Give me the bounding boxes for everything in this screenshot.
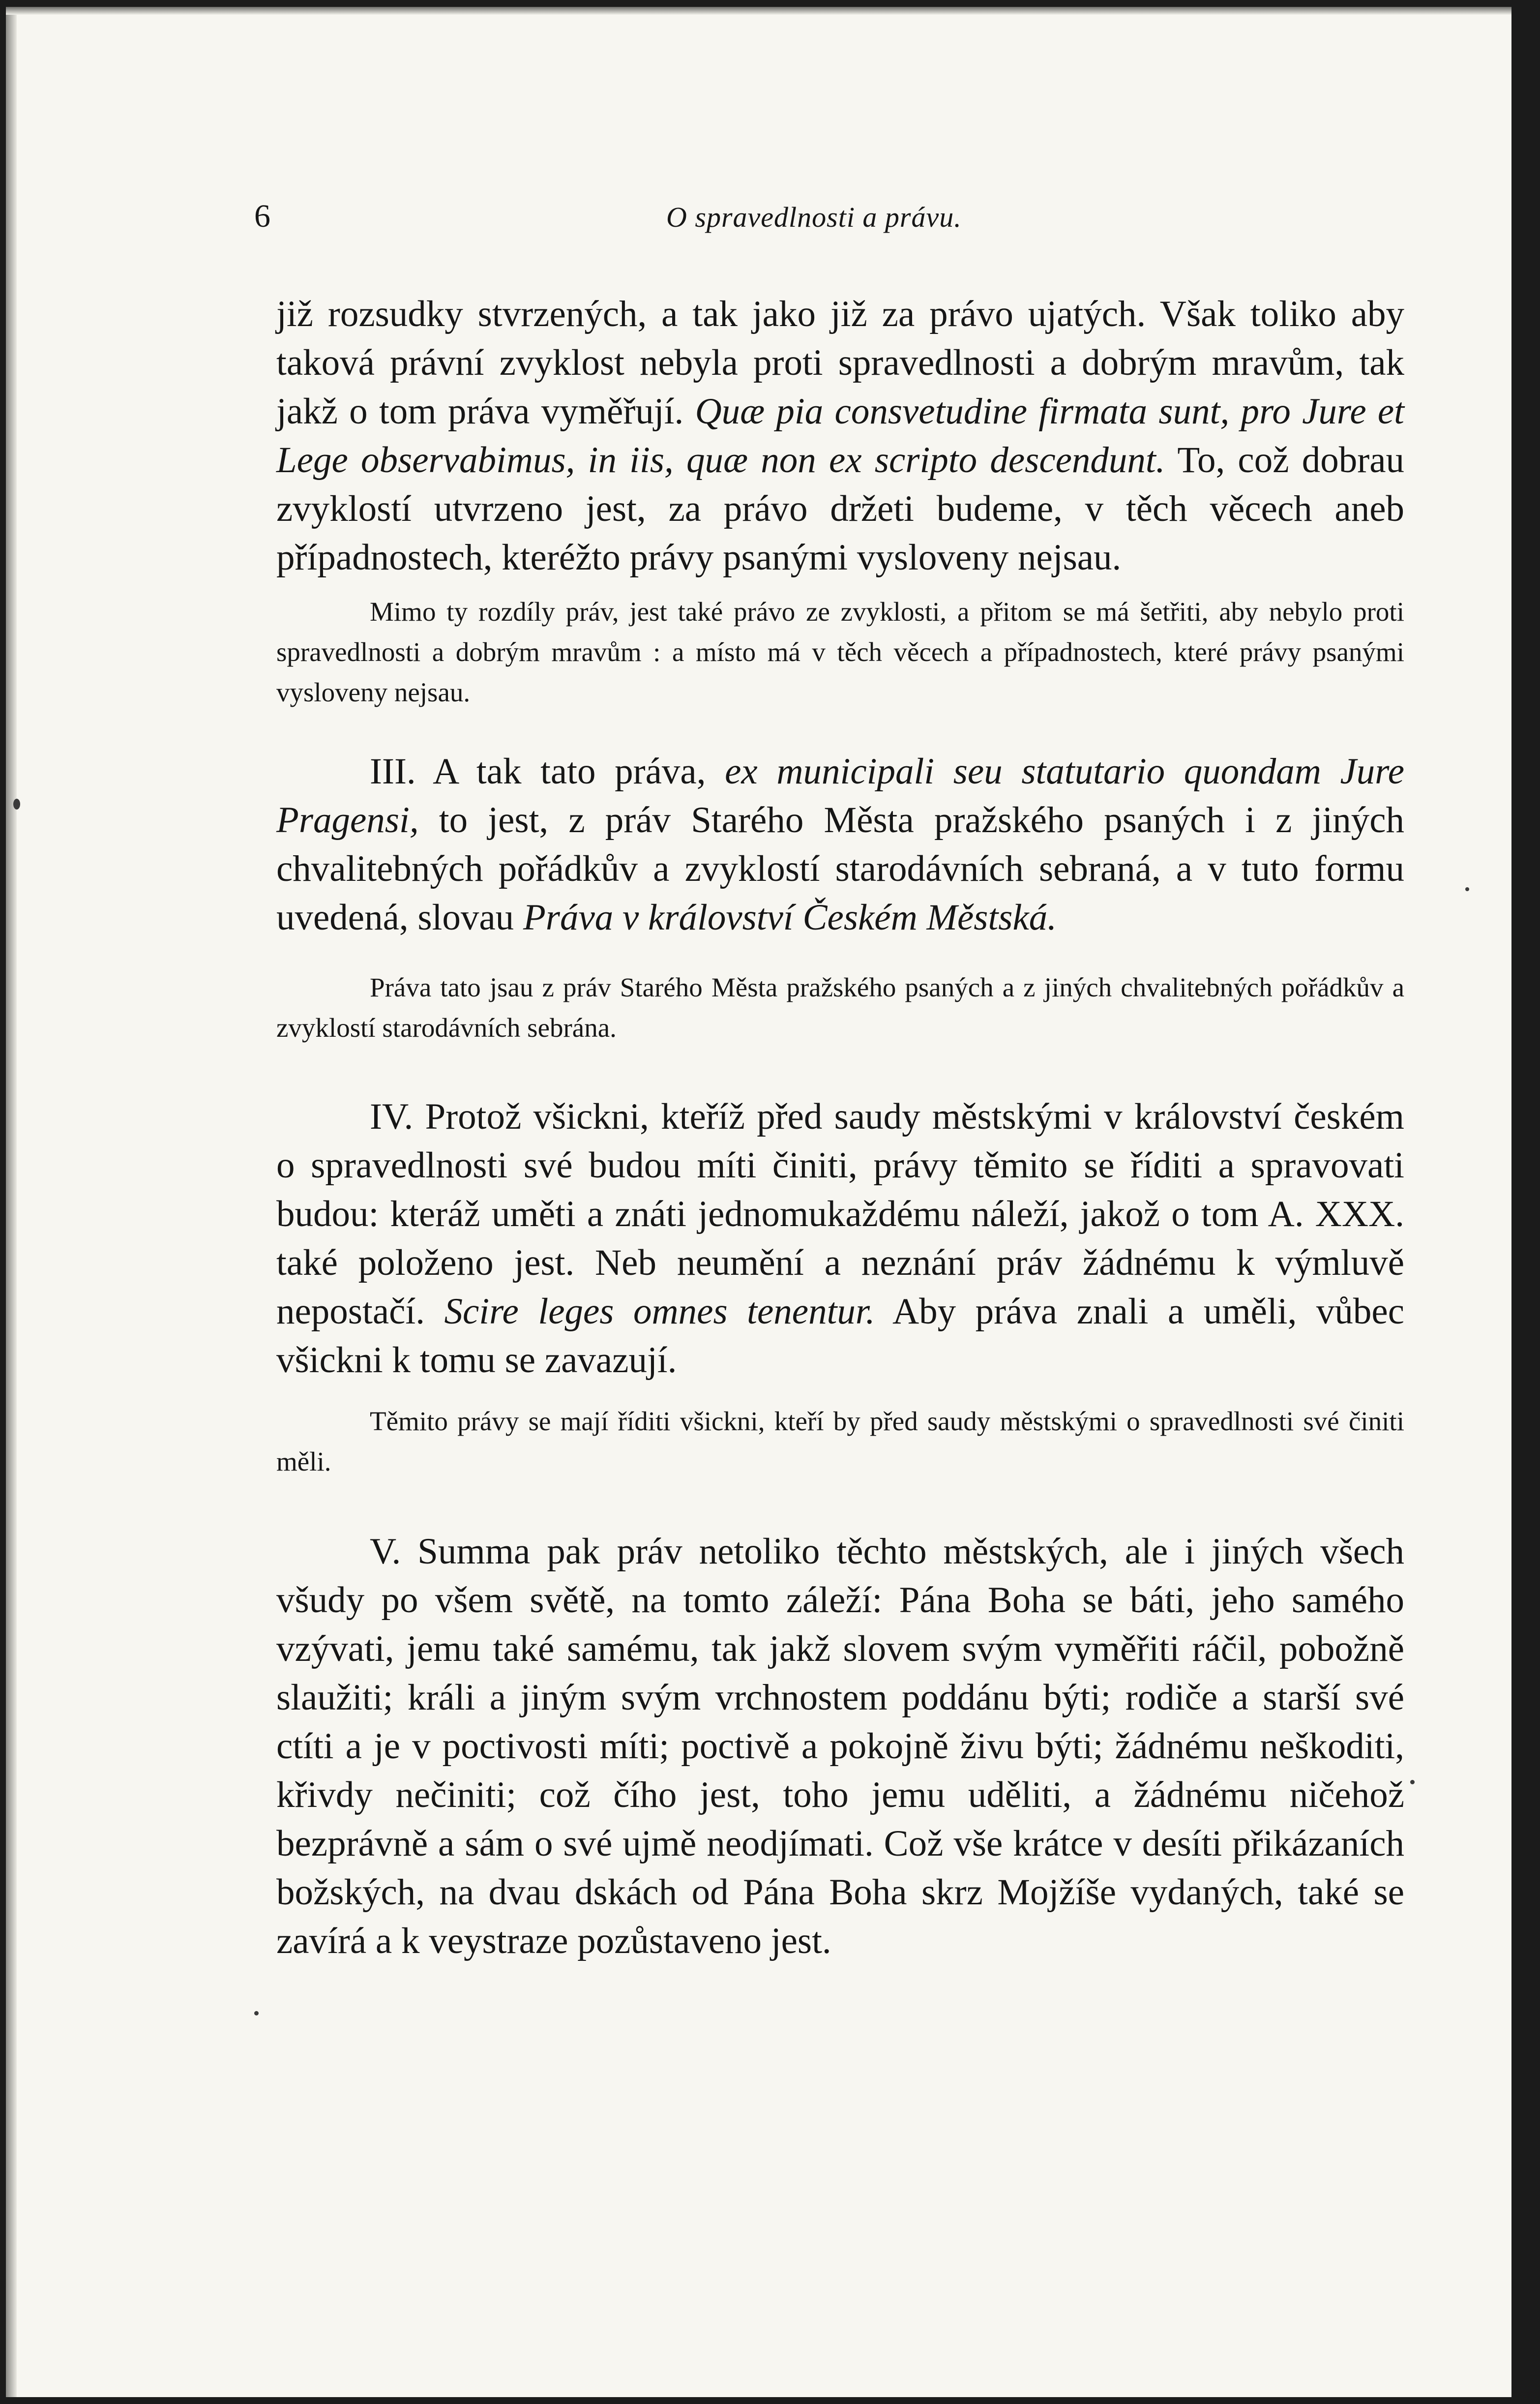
paragraph-text: to jest, z práv Starého Města pražského psaných i z jiných chvalitebných pořádkův a zvyklostí starodávních sebraná, a v tuto formu uvedená, slovau bbox=[276, 800, 1404, 938]
title-emphasis: Práva v království Českém Městská. bbox=[523, 897, 1057, 938]
page-body bbox=[276, 290, 1404, 1965]
page-number: 6 bbox=[254, 198, 270, 234]
running-title: O spravedlnosti a právu. bbox=[666, 201, 962, 233]
latin-quotation: ex municipali seu statutario quondam Jure Pragensi, bbox=[276, 751, 1404, 841]
latin-quotation: Scire leges omnes tenentur. bbox=[444, 1291, 875, 1332]
paper-speck bbox=[254, 2011, 259, 2015]
latin-quotation: Quæ pia consvetudine firmata sunt, pro Jure et Lege observabimus, in iis, quæ non ex scripto descendunt. bbox=[276, 391, 1405, 481]
paper-speck bbox=[1410, 1780, 1415, 1784]
paper-speck bbox=[1465, 887, 1469, 891]
summary-note: Mimo ty rozdíly práv, jest také právo ze zvyklosti, a přitom se má šetřiti, aby nebylo proti spravedlnosti a dobrým mravům : a místo má v těch věcech a případnostech, které právy psanými vysloveny nejsau. bbox=[276, 597, 1404, 707]
running-head bbox=[254, 198, 1120, 242]
paragraph-continuation bbox=[276, 290, 1404, 582]
paragraph-text: Aby práva znali a uměli, vůbec všickni k tomu se zavazují. bbox=[276, 1291, 1405, 1381]
summary-note: Těmito právy se mají říditi všickni, kteří by před saudy městskými o spravedlnosti své činiti měli. bbox=[276, 1406, 1404, 1476]
article-III bbox=[276, 747, 1404, 942]
book-page bbox=[6, 7, 1511, 2397]
summary-note: Práva tato jsau z práv Starého Města pražského psaných a z jiných chvalitebných pořádkův a zvyklostí starodávních sebrána. bbox=[276, 972, 1404, 1043]
paragraph-text: To, což dobrau zvyklostí utvrzeno jest, za právo držeti budeme, v těch věcech aneb případnostech, kteréžto právy psanými vysloveny nejsau. bbox=[276, 440, 1405, 578]
article-V: V. Summa pak práv netoliko těchto městských, ale i jiných všech všudy po všem světě, na tomto záleží: Pána Boha se báti, jeho samého vzývati, jemu také samému, tak jakž slovem svým vyměřiti ráčil, pobožně slaužiti; králi a jiným svým vrchnostem poddánu býti; rodiče a starší své ctíti a je v poctivosti míti; poctivě a pokojně živu býti; žádnému neškoditi, křivdy nečiniti; což čího jest, toho jemu uděliti, a žádnému ničehož bezprávně a sám o své ujmě neodjímati. Což vše krátce v desíti přikázaních božských, na dvau dskách od Pána Boha skrz Mojžíše vydaných, také se zavírá a k veystraze pozůstaveno jest. bbox=[276, 1531, 1404, 1961]
paper-speck bbox=[13, 799, 20, 810]
article-IV bbox=[276, 1092, 1404, 1384]
paragraph-text: III. A tak tato práva, bbox=[370, 751, 725, 792]
paragraph-text: již rozsudky stvrzených, a tak jako již za právo ujatých. Však toliko aby taková právní zvyklost nebyla proti spravedlnosti a dobrým mravům, tak jakž o tom práva vyměřují. bbox=[276, 294, 1404, 432]
paragraph-text: IV. Protož všickni, kteříž před saudy městskými v království českém o spravedlnosti své budou míti činiti, právy těmito se říditi a spravovati budou: kteráž uměti a znáti jednomukaždému náleží, jakož o tom A. XXX. také položeno jest. Neb neumění a neznání práv žádnému k výmluvě nepostačí. bbox=[276, 1096, 1404, 1332]
